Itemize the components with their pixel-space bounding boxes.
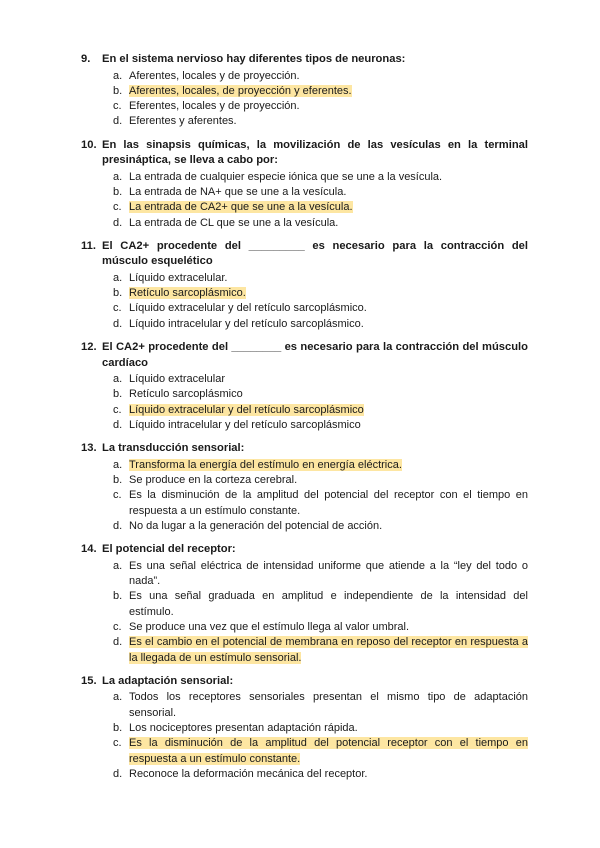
answer-option — [81, 99, 528, 114]
question-block — [81, 239, 528, 332]
option-text: Retículo sarcoplásmico — [129, 388, 243, 401]
option-letter: c. — [113, 302, 122, 315]
question-block — [81, 542, 528, 666]
answer-option-highlighted — [81, 403, 528, 418]
question-text: En el sistema nervioso hay diferentes tipos de neuronas: — [102, 53, 406, 65]
answer-option — [81, 690, 528, 721]
answer-option — [81, 114, 528, 129]
option-text: Líquido intracelular y del retículo sarcoplásmico — [129, 418, 361, 431]
question-block — [81, 52, 528, 130]
question-heading — [81, 340, 528, 371]
answer-options — [81, 458, 528, 534]
option-letter: a. — [113, 458, 123, 471]
option-text: La entrada de CL que se une a la vesícula. — [129, 216, 339, 229]
option-text-wrapper — [129, 69, 528, 84]
option-letter: b. — [113, 474, 123, 487]
option-text-wrapper — [129, 216, 528, 231]
question-text: La adaptación sensorial: — [102, 674, 234, 687]
option-text: Líquido extracelular y del retículo sarcoplásmico. — [129, 302, 367, 315]
answer-option — [81, 767, 528, 782]
answer-option-highlighted — [81, 736, 528, 767]
option-text-wrapper — [129, 635, 528, 666]
option-text: Se produce una vez que el estímulo llega al valor umbral. — [129, 620, 410, 633]
option-letter: d. — [113, 216, 123, 229]
question-number: 10. — [81, 138, 97, 151]
option-letter: d. — [113, 519, 123, 532]
option-text: Líquido extracelular — [129, 373, 226, 386]
question-number: 15. — [81, 674, 97, 687]
option-text: La entrada de cualquier especie iónica que se une a la vesícula. — [129, 170, 443, 183]
question-heading — [81, 138, 528, 169]
option-letter: d. — [113, 115, 123, 128]
question-heading — [81, 239, 528, 270]
question-number: 13. — [81, 442, 97, 455]
option-text-wrapper — [129, 458, 528, 473]
question-text: El CA2+ procedente del ________ es necesario para la contracción del músculo cardíaco — [102, 341, 528, 369]
option-text-wrapper — [129, 99, 528, 114]
option-text-wrapper — [129, 767, 528, 782]
question-text: El potencial del receptor: — [102, 543, 236, 556]
question-block — [81, 340, 528, 433]
option-letter: c. — [113, 620, 122, 633]
option-text: Los nociceptores presentan adaptación rápida. — [129, 721, 358, 734]
option-text: Es la disminución de la amplitud del potencial del receptor con el tiempo en respuesta a un estímulo constante. — [129, 489, 528, 517]
option-text-wrapper — [129, 620, 528, 635]
answer-option — [81, 473, 528, 488]
option-letter: a. — [113, 271, 123, 284]
option-text-wrapper — [129, 488, 528, 519]
option-text: Es una señal graduada en amplitud e independiente de la intensidad del estímulo. — [129, 590, 528, 618]
answer-option — [81, 372, 528, 387]
option-text-wrapper — [129, 473, 528, 488]
answer-options — [81, 559, 528, 666]
question-heading — [81, 674, 528, 690]
answer-option — [81, 519, 528, 534]
answer-option — [81, 170, 528, 185]
option-letter: c. — [113, 100, 122, 113]
option-letter: a. — [113, 69, 123, 82]
question-heading — [81, 441, 528, 457]
option-letter: c. — [113, 489, 122, 502]
answer-option — [81, 589, 528, 620]
option-text: Aferentes, locales, de proyección y eferentes. — [129, 84, 352, 97]
answer-option — [81, 721, 528, 736]
answer-option — [81, 559, 528, 590]
option-text: Es la disminución de la amplitud del potencial receptor con el tiempo en respuesta a un estímulo constante. — [129, 737, 528, 765]
answer-options — [81, 690, 528, 782]
option-text: Todos los receptores sensoriales presentan el mismo tipo de adaptación sensorial. — [129, 691, 528, 719]
answer-option — [81, 301, 528, 316]
answer-option-highlighted — [81, 458, 528, 473]
option-text-wrapper — [129, 317, 528, 332]
question-block — [81, 674, 528, 782]
option-text-wrapper — [129, 271, 528, 286]
option-letter: b. — [113, 721, 123, 734]
option-text: La entrada de CA2+ que se une a la vesícula. — [129, 201, 353, 214]
option-letter: b. — [113, 388, 123, 401]
option-text-wrapper — [129, 372, 528, 387]
answer-option-highlighted — [81, 200, 528, 215]
option-text: Aferentes, locales y de proyección. — [129, 69, 300, 82]
answer-option-highlighted — [81, 84, 528, 99]
answer-option — [81, 418, 528, 433]
answer-options — [81, 271, 528, 332]
question-text: El CA2+ procedente del _________ es necesario para la contracción del músculo esquelético — [102, 239, 528, 268]
question-number: 9. — [81, 53, 91, 65]
option-letter: a. — [113, 373, 123, 386]
answer-option — [81, 271, 528, 286]
answer-option — [81, 185, 528, 200]
answer-option — [81, 216, 528, 231]
option-letter: c. — [113, 403, 122, 416]
question-heading — [81, 542, 528, 558]
option-letter: d. — [113, 636, 123, 649]
option-text: Eferentes y aferentes. — [129, 115, 237, 128]
option-letter: a. — [113, 559, 123, 572]
option-text: Eferentes, locales y de proyección. — [129, 100, 300, 113]
option-text-wrapper — [129, 721, 528, 736]
option-text-wrapper — [129, 418, 528, 433]
option-text-wrapper — [129, 170, 528, 185]
option-text: Es una señal eléctrica de intensidad uniforme que atiende a la “ley del todo o nada”. — [129, 559, 528, 588]
option-letter: a. — [113, 691, 123, 704]
question-heading — [81, 52, 528, 68]
option-text: Líquido extracelular. — [129, 271, 228, 284]
answer-options — [81, 69, 528, 130]
option-text-wrapper — [129, 301, 528, 316]
answer-option — [81, 387, 528, 402]
answer-option — [81, 620, 528, 635]
question-text: En las sinapsis químicas, la movilización de las vesículas en la terminal presináptica, se lleva a cabo por: — [102, 138, 528, 167]
question-block — [81, 138, 528, 231]
option-letter: a. — [113, 170, 123, 183]
question-number: 12. — [81, 341, 97, 354]
answer-options — [81, 170, 528, 231]
answer-options — [81, 372, 528, 433]
option-letter: b. — [113, 185, 123, 198]
question-text: La transducción sensorial: — [102, 442, 245, 455]
option-text-wrapper — [129, 387, 528, 402]
option-text: No da lugar a la generación del potencial de acción. — [129, 519, 383, 532]
option-letter: b. — [113, 590, 123, 603]
option-text: Transforma la energía del estímulo en energía eléctrica. — [129, 458, 402, 471]
option-letter: c. — [113, 201, 122, 214]
answer-option — [81, 317, 528, 332]
option-text-wrapper — [129, 200, 528, 215]
option-text: Se produce en la corteza cerebral. — [129, 474, 298, 487]
question-number: 11. — [81, 239, 96, 252]
option-text-wrapper — [129, 286, 528, 301]
option-text-wrapper — [129, 403, 528, 418]
option-letter: d. — [113, 317, 123, 330]
question-number: 14. — [81, 543, 97, 556]
option-text: Reconoce la deformación mecánica del receptor. — [129, 767, 368, 780]
option-text: La entrada de NA+ que se une a la vesícula. — [129, 185, 347, 198]
option-text-wrapper — [129, 690, 528, 721]
option-text-wrapper — [129, 589, 528, 620]
option-letter: b. — [113, 84, 123, 97]
option-text: Líquido intracelular y del retículo sarcoplásmico. — [129, 317, 364, 330]
option-letter: c. — [113, 737, 122, 750]
option-text-wrapper — [129, 736, 528, 767]
option-text: Líquido extracelular y del retículo sarcoplásmico — [129, 403, 364, 416]
option-text-wrapper — [129, 519, 528, 534]
option-letter: b. — [113, 287, 123, 300]
option-letter: d. — [113, 767, 123, 780]
option-letter: d. — [113, 418, 123, 431]
question-list — [81, 52, 528, 782]
option-text-wrapper — [129, 559, 528, 590]
option-text: Es el cambio en el potencial de membrana en reposo del receptor en respuesta a la llegada de un estímulo sensorial. — [129, 636, 528, 664]
answer-option-highlighted — [81, 635, 528, 666]
question-block — [81, 441, 528, 534]
answer-option — [81, 69, 528, 84]
answer-option — [81, 488, 528, 519]
option-text: Retículo sarcoplásmico. — [129, 287, 246, 300]
option-text-wrapper — [129, 84, 528, 99]
answer-option-highlighted — [81, 286, 528, 301]
option-text-wrapper — [129, 185, 528, 200]
option-text-wrapper — [129, 114, 528, 129]
